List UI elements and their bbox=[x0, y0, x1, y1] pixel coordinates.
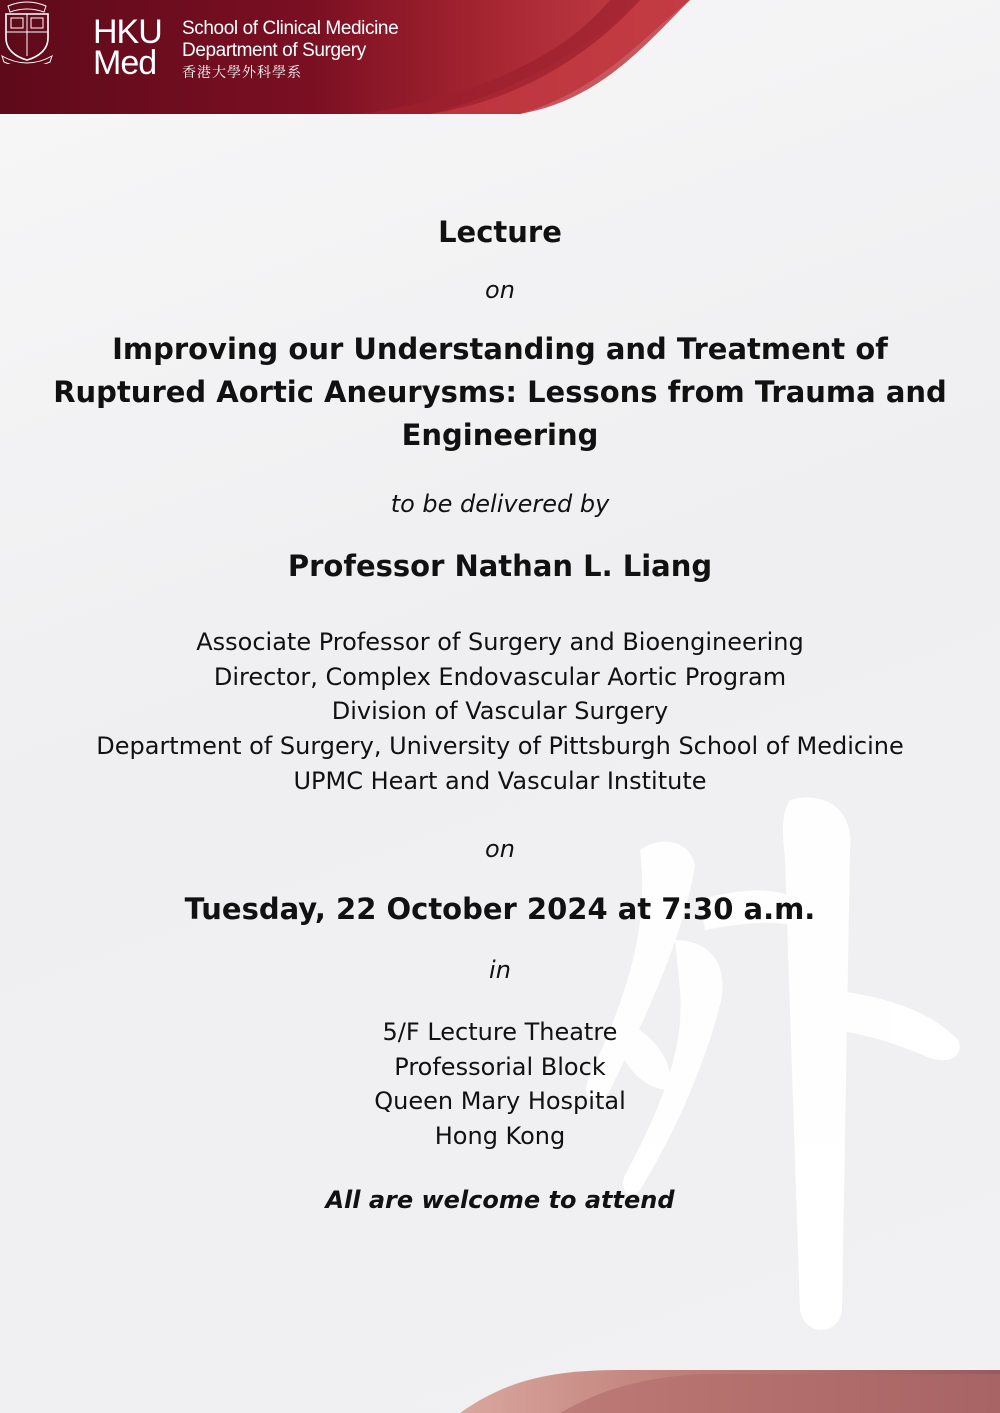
logo-med-text: Med bbox=[93, 44, 157, 82]
venue-line: Hong Kong bbox=[434, 1122, 566, 1151]
department-name-block bbox=[182, 18, 398, 82]
school-name: School of Clinical Medicine bbox=[182, 18, 399, 39]
lecture-title-line: Improving our Understanding and Treatment of bbox=[112, 332, 888, 366]
in-label: in bbox=[489, 956, 511, 984]
venue-line: Queen Mary Hospital bbox=[374, 1087, 626, 1116]
footer-wave bbox=[0, 1360, 1000, 1413]
logo-hku-text: HKU bbox=[93, 13, 162, 51]
lecture-heading: Lecture bbox=[438, 215, 562, 249]
hku-crest-icon bbox=[0, 0, 54, 64]
lecture-title-line: Ruptured Aortic Aneurysms: Lessons from Trauma and bbox=[53, 375, 947, 409]
affiliation-line: UPMC Heart and Vascular Institute bbox=[293, 766, 707, 795]
venue-line: Professorial Block bbox=[394, 1052, 606, 1081]
on-label-date: on bbox=[485, 835, 515, 863]
hku-med-logo bbox=[93, 13, 162, 82]
on-label: on bbox=[485, 276, 515, 304]
header-banner bbox=[0, 0, 1000, 116]
venue-block bbox=[0, 1015, 1000, 1154]
lecture-title bbox=[0, 328, 1000, 457]
speaker-name: Professor Nathan L. Liang bbox=[287, 549, 713, 583]
affiliation-line: Director, Complex Endovascular Aortic Program bbox=[213, 662, 787, 691]
department-chinese-name: 香港大學外科學系 bbox=[182, 64, 302, 80]
department-name: Department of Surgery bbox=[182, 40, 366, 61]
delivered-by-label: to be delivered by bbox=[390, 490, 610, 518]
lecture-datetime: Tuesday, 22 October 2024 at 7:30 a.m. bbox=[184, 892, 816, 926]
lecture-title-line: Engineering bbox=[401, 418, 599, 452]
venue-line: 5/F Lecture Theatre bbox=[382, 1018, 618, 1046]
affiliation-line: Department of Surgery, University of Pittsburgh School of Medicine bbox=[96, 732, 904, 761]
affiliation-line: Associate Professor of Surgery and Bioengineering bbox=[196, 628, 804, 656]
affiliation-line: Division of Vascular Surgery bbox=[331, 697, 669, 726]
speaker-affiliations bbox=[0, 625, 1000, 799]
welcome-note: All are welcome to attend bbox=[325, 1186, 675, 1214]
